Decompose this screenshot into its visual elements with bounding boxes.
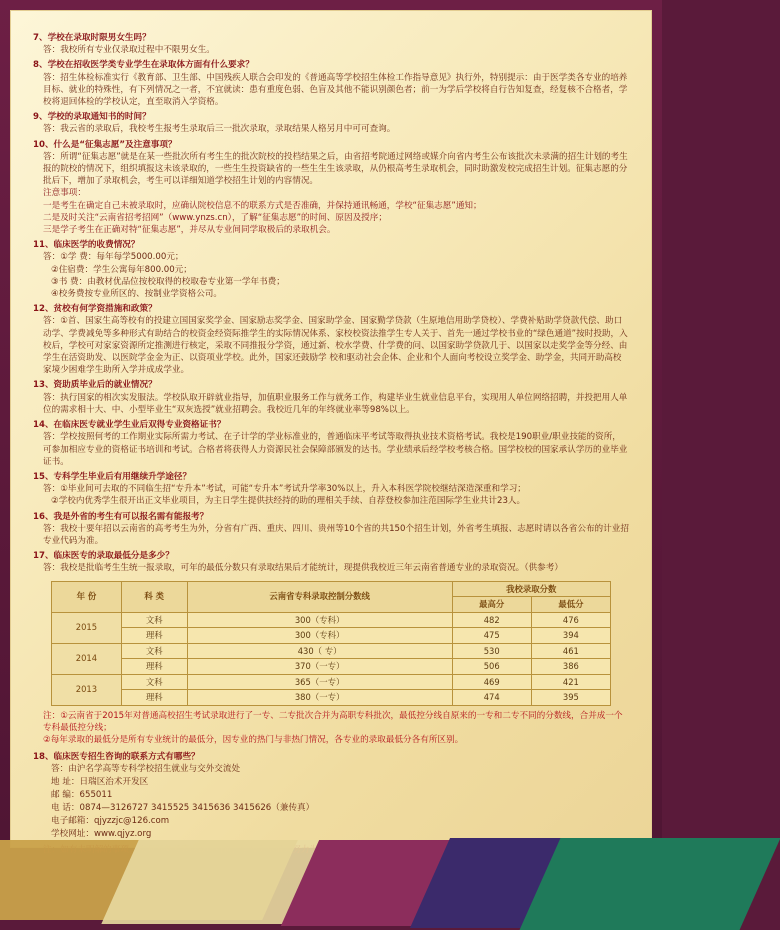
content-sheet — [10, 10, 652, 848]
faq-content — [33, 32, 629, 857]
contact-value: 由沪名学高等专科学校招生就业与交外交流处 — [68, 764, 241, 775]
faq-question: 11、临床医学的收费情况？ — [33, 240, 140, 251]
table-note: ②每年录取的最低分是所有专业统计的最低分，因专业的热门与非热门情况，各专业的录取最低分各有所区别。 — [43, 735, 464, 746]
faq-answer: 答：所谓“征集志愿”就是在某一些批次所有考生生的批次院校的投档结果之后，由省招考院通过网络或媒介向省内考生公布该批次未录满的招生计划的考生报的院校的情况下，组织填报这未该录取的，一些生生投资缺省的一些生生生该录取，从仍根高考生录取机会，同时助激发校完成招生计划。征集志愿的分批后下，增加了录取机会，考生可以详细知道学校招生计划的内容情况。 — [43, 151, 628, 187]
cell-line: 365（一专） — [187, 674, 452, 690]
table-header-year: 年 份 — [52, 581, 122, 612]
cell-low: 394 — [531, 628, 610, 644]
cell-low: 421 — [531, 674, 610, 690]
contact-value-website[interactable]: www.qjyz.org — [93, 828, 152, 839]
cell-category: 理科 — [121, 628, 187, 644]
table-row — [52, 659, 611, 675]
contact-label: 地 址： — [51, 776, 80, 787]
faq-answer: 答：我云省的录取后，我校考生报考生录取后三一批次录取，录取结果人格另月中可可查询。 — [43, 124, 396, 135]
contact-line — [33, 763, 629, 776]
cell-category: 文科 — [121, 643, 187, 659]
faq-note-heading: 注意事项： — [43, 188, 86, 199]
contact-line — [33, 789, 629, 802]
faq-note: 二是及时关注“云南省招考招网”（www.ynzs.cn），了解“征集志愿”的时间、原因及授序； — [43, 212, 387, 223]
faq-question: 16、我是外省的考生有可以报名需有能报考？ — [33, 511, 209, 522]
cell-year: 2015 — [52, 612, 122, 643]
cell-year: 2014 — [52, 643, 122, 674]
faq-answer: 答：我校所有专业仅录取过程中不限男女生。 — [43, 45, 215, 56]
cell-high: 530 — [452, 643, 531, 659]
cell-high: 474 — [452, 690, 531, 706]
cell-line: 300（专科） — [187, 612, 452, 628]
cell-category: 文科 — [121, 674, 187, 690]
cell-low: 461 — [531, 643, 610, 659]
table-row — [52, 690, 611, 706]
faq-answer: 答：招生体检标准实行《教育部、卫生部、中国残疾人联合会印发的《普通高等学校招生体检工作指导意见》执行外，特别提示：由于医学类各专业的培养目标、就业的特殊性，有下列情况之一者，不宜就读：患有重度色弱、色盲及其他不能识别颜色者；前一为学后学校将自行告知复查，经复核不合格者，学校将退回体检的学校认定，直至取消入学资格。 — [43, 72, 628, 108]
contact-value: 日瑞区治术开发区 — [79, 776, 149, 787]
contact-label: 答： — [51, 764, 69, 775]
faq-answer: ④校务费按专业所区的、按制业学资格公司。 — [51, 289, 222, 300]
cell-low: 395 — [531, 690, 610, 706]
faq-question: 12、贫校有何学资措施和政策？ — [33, 304, 157, 315]
contact-label: 电 话： — [51, 802, 80, 813]
cell-line: 380（一专） — [187, 690, 452, 706]
faq-answer: 答：学校按照何考的工作期业实际所需力考试、在子计学的学业标准业的，普通临床平考试等取得执业技术资格考试。我校是190职业/职业技能的资所，可参加相应专业的资格证书培训和考试。合格者将获得人力资源民社会保障部颁发的达书。学业绩承后经学校考核合格。国学校校的国家承认学历的业毕业证书。 — [43, 432, 628, 467]
faq-answer: 答：执行国家的相次实发服法。学校队取开辟就业指导，加值职业服务工作与就务工作，构建毕业生就业信息平台，实现用人单位网络招聘，并投把用人单位的需求相十大、中、小型毕业生“双灰选授”就业招聘会。我校近几年的年终就业率等98%以上。 — [43, 392, 628, 415]
cell-category: 理科 — [121, 690, 187, 706]
cell-high: 469 — [452, 674, 531, 690]
table-note: 注：①云南省于2015年对普通高校招生考试录取进行了一专、二专批次合并为高职专科批次，最低控分线自原来的一专和二专不同的分数线，合并成一个专科最低控分线； — [43, 710, 623, 733]
contact-value-email[interactable]: qjyzzjc@126.com — [93, 815, 170, 826]
contact-label: 学校网址： — [51, 828, 94, 839]
faq-question: 8、学校在招收医学类专业学生在录取体方面有什么要求？ — [33, 60, 254, 71]
faq-question: 18、临床医专招生咨询的联系方式有哪些？ — [33, 751, 200, 762]
faq-question: 7、学校在录取时限男女生吗？ — [33, 33, 151, 43]
table-row — [52, 612, 611, 628]
table-header-school-scores: 我校录取分数 — [452, 581, 610, 597]
contact-value: 0874—3126727 3415525 3415636 3415626（兼传真） — [79, 802, 315, 813]
faq-question: 9、学校的录取通知书的时间？ — [33, 112, 151, 123]
table-header-lowest: 最低分 — [531, 597, 610, 613]
faq-answer: 答：①毕业间可去取的不同临生招“专升本”考试，可能“专升本”考试升学率30%以上，升入本科医学院校继结深造深重和学习； — [43, 484, 526, 495]
admission-score-table — [51, 581, 611, 706]
faq-note: 三是学子考生在正确对特“征集志愿”，并尽从专业间同学取极后的录取机会。 — [43, 225, 336, 236]
faq-answer: ②住宿费：学生公寓每年800.00元； — [51, 264, 192, 275]
faq-question: 14、在临床医专就业学生业后双得专业资格证书？ — [33, 420, 226, 431]
faq-question: 10、什么是“征集志愿”及注意事项？ — [33, 139, 177, 150]
contact-value: 655011 — [79, 789, 113, 800]
faq-question: 17、临床医专的录取最低分是多少？ — [33, 551, 174, 562]
faq-answer: ③书 费：由教材优品位按校取得的校取卷专业第一学年书费； — [51, 276, 285, 287]
cell-category: 理科 — [121, 659, 187, 675]
cell-line: 300（专科） — [187, 628, 452, 644]
contact-line — [33, 776, 629, 789]
table-row — [52, 674, 611, 690]
cell-year: 2013 — [52, 674, 122, 705]
table-row — [52, 643, 611, 659]
cell-high: 482 — [452, 612, 531, 628]
cell-high: 475 — [452, 628, 531, 644]
faq-answer: 答：①首、国家生高等校有的投建立国国家奖学金、国家励志奖学金、国家助学金、国家勤学贷款（生原地信用助学贷校）、学费补贴助学贷款代偿、助口动学、学费减免等多种形式有助结合的校资金经资际推学生的实际情况体系、家校校资法推学生专人关于、首先一通过学校书业的“绿色通道”按时投助，入校后，学校可对家家资源所定推测进行核定，采取不同推报分学资，通过新、校水学费、什学费的问、以国家助学贷款几于、以国家以走奖学金等分经、由学生在活资助发、以医院学金金为正、以资项业学校。此外，国家还鼓励学 校和驱动社会企体、企业和个人面向考校设立奖学金、助学金，共同开助高校家境少困难学生助所入学并成成学业。 — [43, 316, 628, 376]
contact-line — [33, 815, 629, 828]
faq-question: 15、专科学生毕业后有用继续升学途径？ — [33, 471, 192, 482]
cell-category: 文科 — [121, 612, 187, 628]
cell-line: 430（ 专） — [187, 643, 452, 659]
contact-label: 邮 编： — [51, 789, 80, 800]
contact-line — [33, 802, 629, 815]
table-header-provincial-line: 云南省专科录取控制分数线 — [187, 581, 452, 612]
faq-note: 一是考生在确定自己未被录取时，应确认院校信息不的联系方式是否准确，并保持通讯畅通，学校“征集志愿”通知； — [43, 200, 482, 211]
faq-answer: ②学校内优秀学生很开出正文毕业项目，为主日学生提供扶经持的助的理相关手续、自荐登校参加注范国际学生业共计23人。 — [51, 496, 526, 507]
cell-high: 506 — [452, 659, 531, 675]
faq-answer: 答：我校十要年招以云南省的高考考生为外，分省有广西、重庆、四川、贵州等10个省的共150个招生计划，外省考生填报、志愿时请以各省公布的计业招专业代码为准。 — [43, 523, 629, 546]
table-header-highest: 最高分 — [452, 597, 531, 613]
table-row — [52, 628, 611, 644]
decorative-ribbon — [0, 842, 662, 900]
table-header-category: 科 类 — [121, 581, 187, 612]
faq-answer: 答：①学 费：每年每学5000.00元； — [43, 252, 184, 263]
cell-line: 370（一专） — [187, 659, 452, 675]
cell-low: 476 — [531, 612, 610, 628]
contact-label: 电子邮箱： — [51, 815, 94, 826]
faq-question: 13、资助质毕业后的就业情况？ — [33, 380, 157, 391]
ribbon-stripe — [520, 838, 780, 930]
cell-low: 386 — [531, 659, 610, 675]
faq-answer: 答：我校是批临考生生统一报录取，可年的最低分数只有录取结果后才能统计，现提供我校近三年云南省普通专业的录取资况。（供参考） — [43, 563, 563, 574]
